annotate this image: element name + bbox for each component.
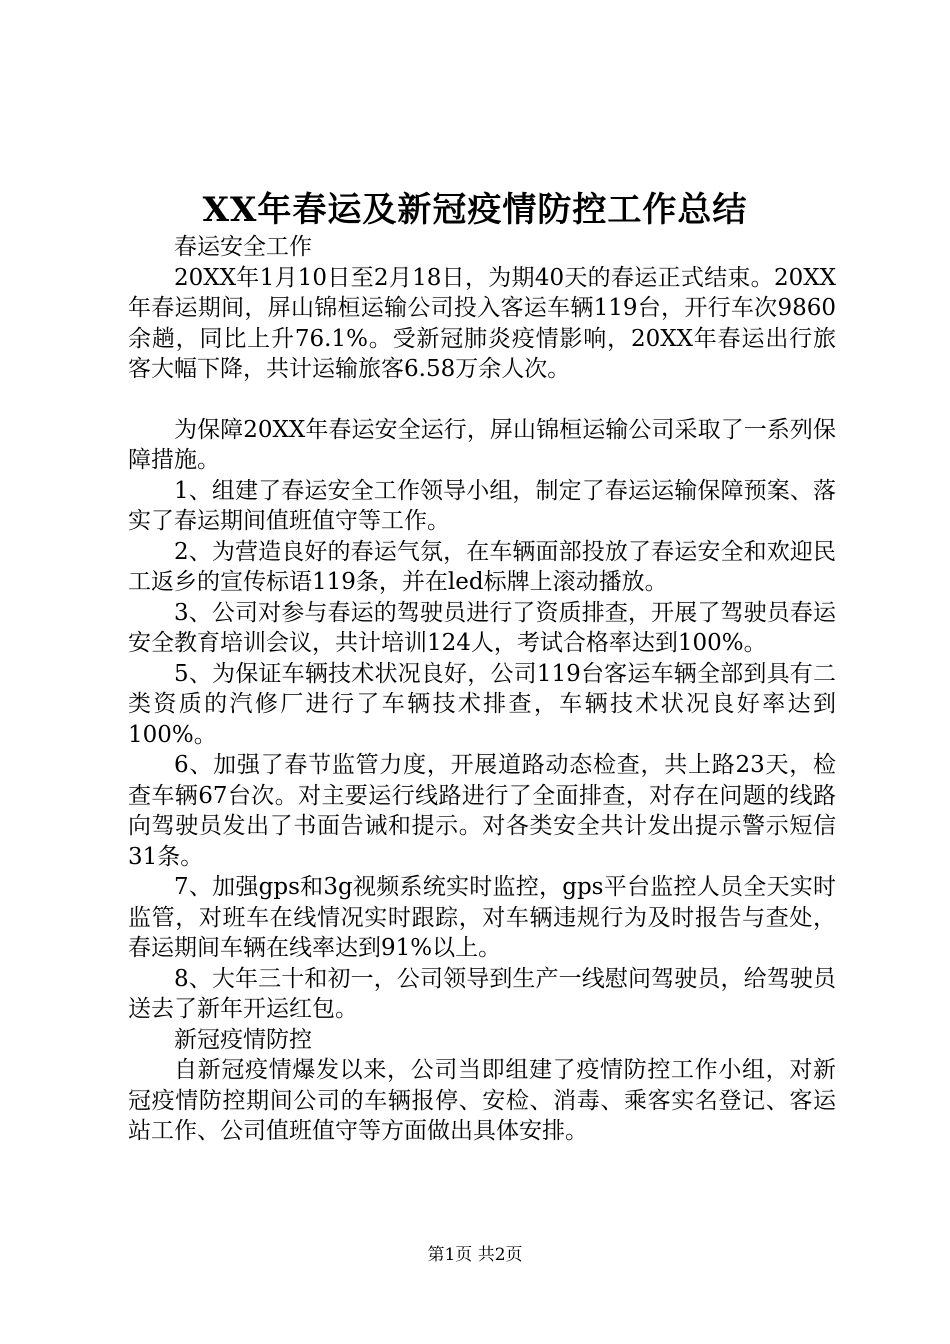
paragraph-measure-6: 6、加强了春节监管力度，开展道路动态检查，共上路23天，检查车辆67台次。对主要运行线路进行了全面排查，对存在问题的线路向驾驶员发出了书面告诫和提示。对各类安全共计发出提示警示短信31条。 <box>128 752 836 870</box>
paragraph-measure-2: 2、为营造良好的春运气氛，在车辆面部投放了春运安全和欢迎民工返乡的宣传标语119条，并在led标牌上滚动播放。 <box>128 538 836 595</box>
paragraph-measure-5: 5、为保证车辆技术状况良好，公司119台客运车辆全部到具有二类资质的汽修厂进行了车辆技术排查，车辆技术状况良好率达到100%。 <box>128 660 836 748</box>
document-body <box>128 232 836 1147</box>
paragraph-epidemic-control: 自新冠疫情爆发以来，公司当即组建了疫情防控工作小组，对新冠疫情防控期间公司的车辆报停、安检、消毒、乘客实名登记、客运站工作、公司值班值守等方面做出具体安排。 <box>128 1057 836 1144</box>
paragraph-measure-3: 3、公司对参与春运的驾驶员进行了资质排查，开展了驾驶员春运安全教育培训会议，共计培训124人，考试合格率达到100%。 <box>128 599 836 656</box>
paragraph-overview: 20XX年1月10日至2月18日，为期40天的春运正式结束。20XX年春运期间，屏山锦桓运输公司投入客运车辆119台，开行车次9860余趟，同比上升76.1%。受新冠肺炎疫情影响，20XX年春运出行旅客大幅下降，共计运输旅客6.58万余人次。 <box>128 264 836 382</box>
section-heading-spring-transport: 春运安全工作 <box>174 234 312 260</box>
paragraph-spacer <box>128 385 836 415</box>
paragraph-measure-7: 7、加强gps和3g视频系统实时监控，gps平台监控人员全天实时监管，对班车在线情况实时跟踪，对车辆违规行为及时报告与查处，春运期间车辆在线率达到91%以上。 <box>128 874 836 961</box>
page-footer: 第1页 共2页 <box>427 1245 523 1265</box>
paragraph-measure-8: 8、大年三十和初一，公司领导到生产一线慰问驾驶员，给驾驶员送去了新年开运红包。 <box>128 965 836 1022</box>
paragraph-measures-intro: 为保障20XX年春运安全运行，屏山锦桓运输公司采取了一系列保障措施。 <box>128 416 836 473</box>
paragraph-measure-1: 1、组建了春运安全工作领导小组，制定了春运运输保障预案、落实了春运期间值班值守等工作。 <box>128 477 836 534</box>
section-heading-epidemic-control: 新冠疫情防控 <box>174 1026 312 1053</box>
document-title: XX年春运及新冠疫情防控工作总结 <box>202 190 748 230</box>
